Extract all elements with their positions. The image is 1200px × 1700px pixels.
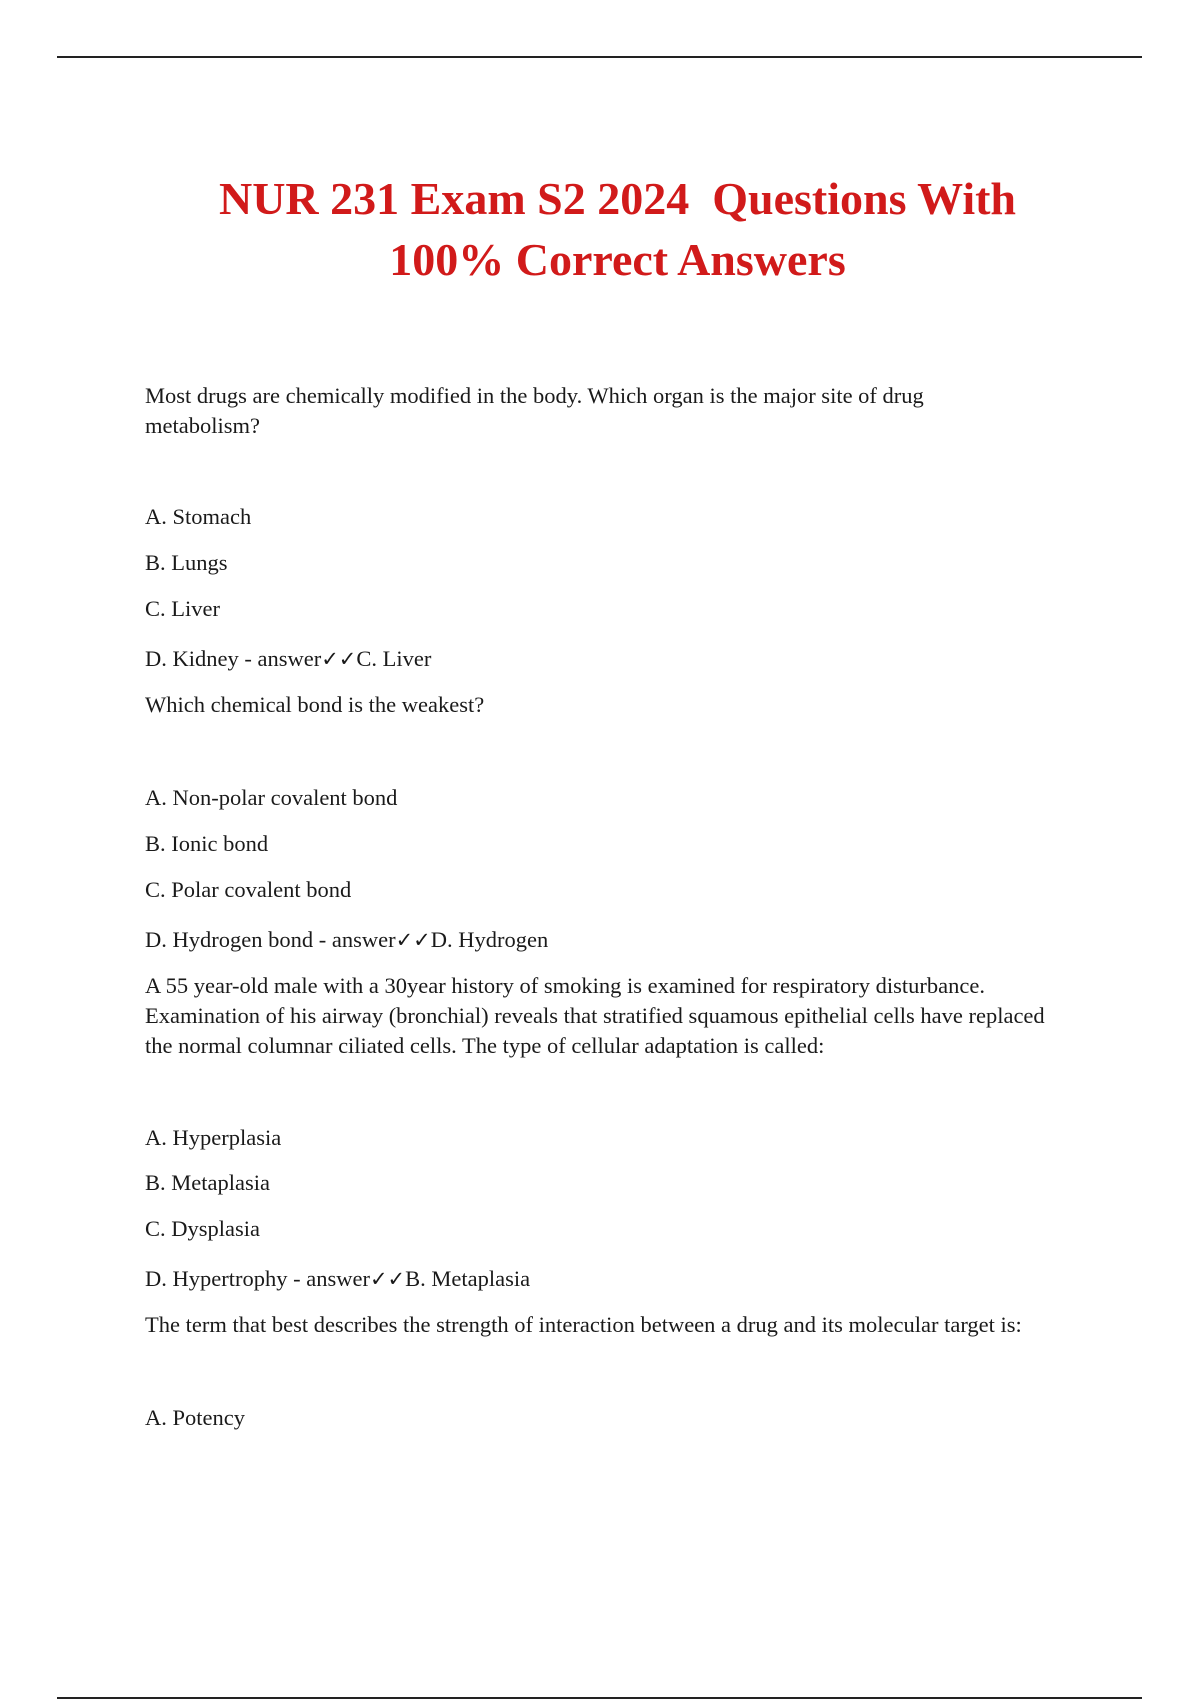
option: B. Lungs: [145, 550, 228, 575]
option-with-answer: [145, 925, 1105, 971]
title-line-1: NUR 231 Exam S2 2024 Questions With: [218, 173, 1017, 224]
option: D. Hydrogen bond - answer: [145, 927, 396, 952]
option: C. Dysplasia: [145, 1216, 260, 1241]
question-text: A 55 year-old male with a 30year history of smoking is examined for respiratory disturbance. Examination of his airway (bronchial) reveals that stratified squamous epithelial cells have replaced the normal columnar ciliated cells. The type of cellular adaptation is called:: [145, 973, 1045, 1058]
option: D. Hypertrophy - answer: [145, 1266, 370, 1291]
option: D. Kidney - answer: [145, 646, 322, 671]
option-with-answer: [145, 1264, 1105, 1310]
question-block: [145, 690, 1105, 971]
option: A. Hyperplasia: [145, 1125, 282, 1150]
checkmark-icon: ✓✓: [321, 647, 357, 671]
correct-answer: B. Metaplasia: [405, 1266, 531, 1291]
option-with-answer: [145, 644, 1105, 690]
question-block: [145, 971, 1105, 1310]
option-list: [145, 502, 1105, 690]
option-list: [145, 1123, 1105, 1310]
option: C. Polar covalent bond: [145, 877, 352, 902]
option: A. Non-polar covalent bond: [145, 785, 398, 810]
question-block: [145, 381, 1105, 690]
checkmark-icon: ✓✓: [369, 1267, 406, 1291]
question-text: The term that best describes the strength of interaction between a drug and its molecular target is:: [145, 1312, 1022, 1337]
correct-answer: D. Hydrogen: [430, 927, 549, 952]
option-list: [145, 783, 1105, 971]
question-text: Which chemical bond is the weakest?: [145, 692, 485, 717]
document-title: [0, 168, 1200, 290]
option: B. Metaplasia: [145, 1170, 270, 1195]
option: A. Potency: [145, 1405, 245, 1430]
question-block: [145, 1310, 1105, 1433]
document-body: [145, 381, 1105, 1433]
correct-answer: C. Liver: [356, 646, 432, 671]
checkmark-icon: ✓✓: [395, 928, 431, 952]
option-list: [145, 1403, 1105, 1433]
title-line-2: 100% Correct Answers: [389, 234, 846, 285]
footer-rule: [57, 1697, 1142, 1699]
option: C. Liver: [145, 596, 220, 621]
option: A. Stomach: [145, 504, 252, 529]
question-text: Most drugs are chemically modified in the body. Which organ is the major site of drug metabolism?: [145, 383, 924, 438]
option: B. Ionic bond: [145, 831, 269, 856]
header-rule: [57, 56, 1142, 58]
